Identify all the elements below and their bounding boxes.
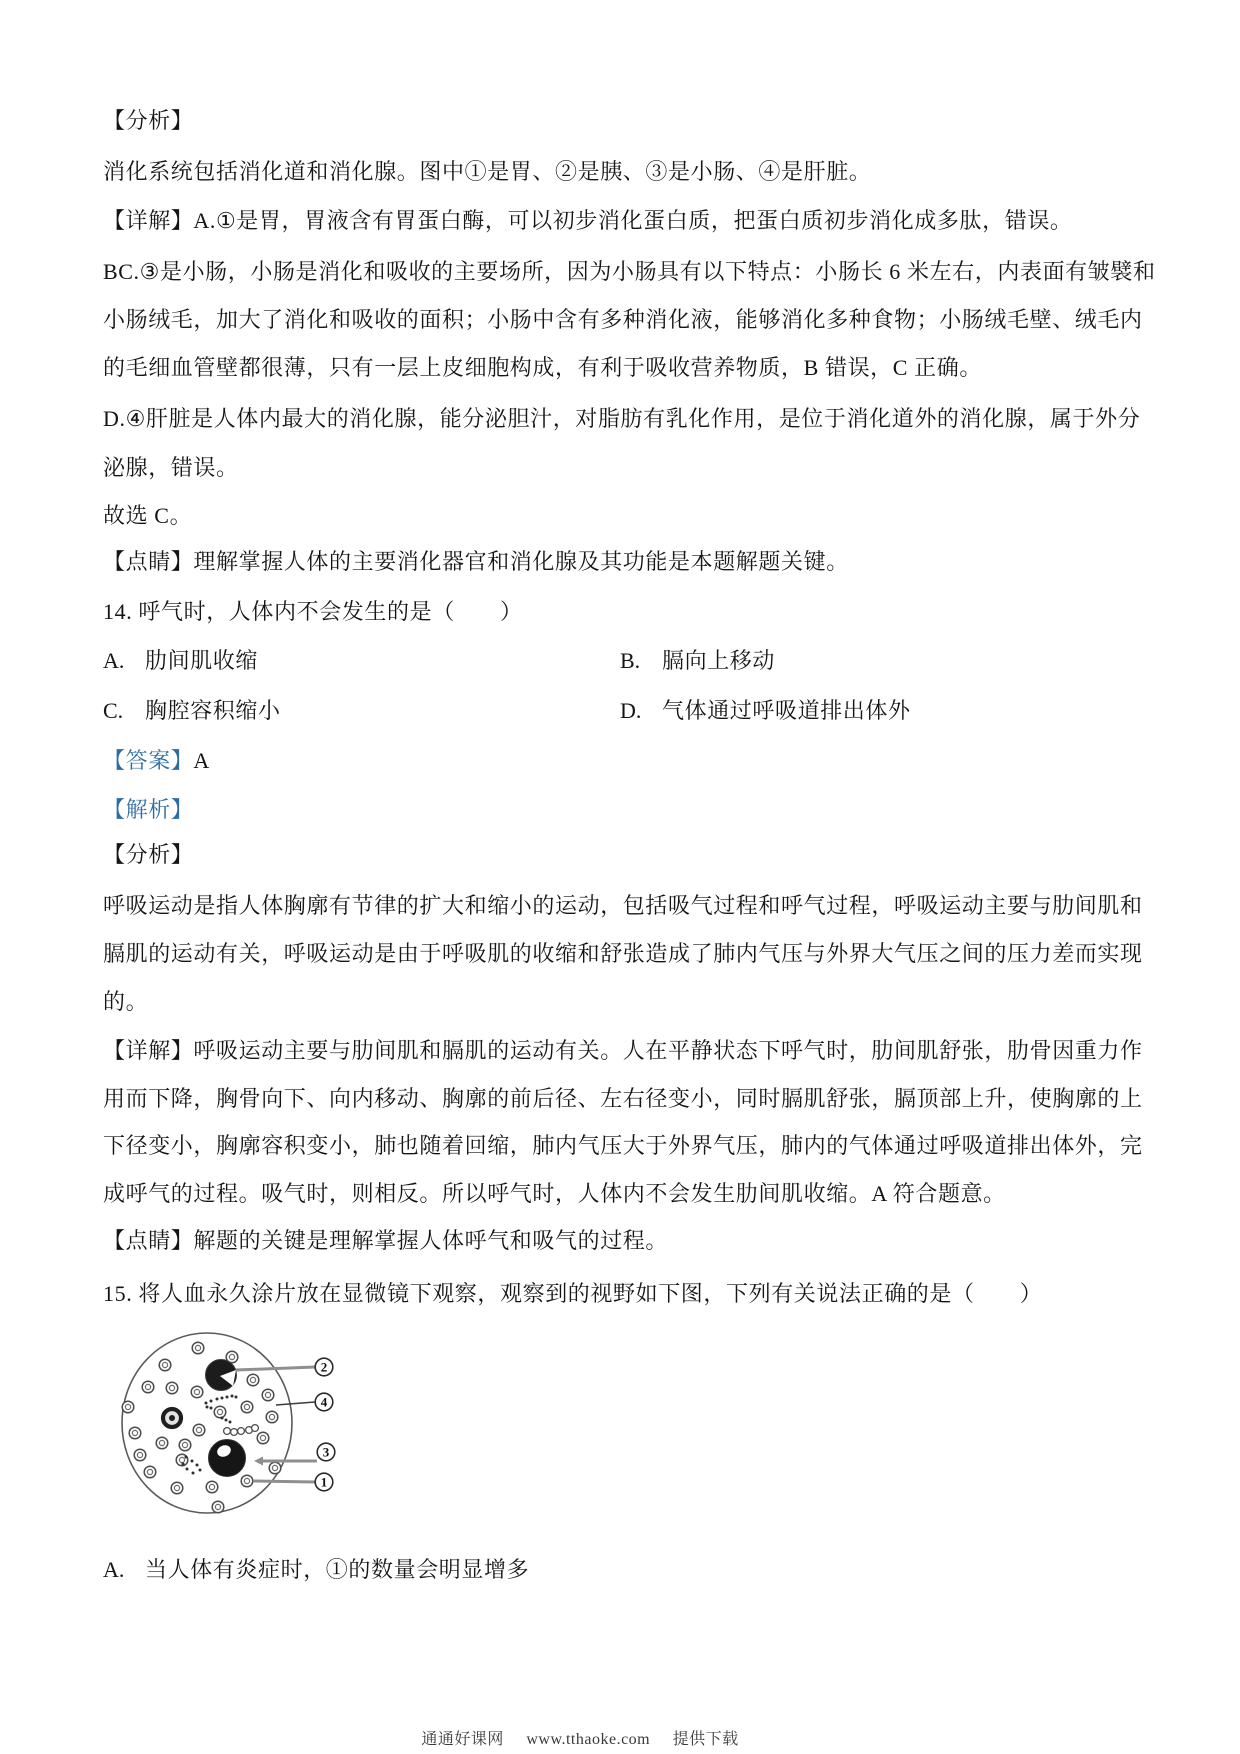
thick-ring-cell	[163, 1409, 181, 1427]
q14-option-c-text: 胸腔容积缩小	[145, 698, 281, 723]
pointer-4-leader	[276, 1402, 315, 1405]
blood-smear-svg	[100, 1325, 350, 1525]
svg-text:1: 1	[320, 1474, 328, 1490]
q13-detail-line: D.④肝脏是人体内最大的消化腺，能分泌胆汁，对脂肪有乳化作用，是位于消化道外的消化腺，属于外分	[103, 406, 1141, 431]
q13-analysis-label: 【分析】	[103, 108, 194, 133]
q14-detail-line: 用而下降，胸骨向下、向内移动、胸廓的前后径、左右径变小，同时膈肌舒张，膈顶部上升，使胸廓的上	[103, 1086, 1143, 1111]
q14-analysis-header: 【解析】	[103, 797, 194, 822]
q13-detail-line: 【详解】A.①是胃，胃液含有胃蛋白酶，可以初步消化蛋白质，把蛋白质初步消化成多肽，错误。	[103, 208, 1073, 233]
svg-text:2: 2	[320, 1359, 328, 1375]
pointer-1-leader	[253, 1481, 315, 1482]
pointer-2-leader	[236, 1367, 315, 1370]
q13-detail-line: BC.③是小肠，小肠是消化和吸收的主要场所，因为小肠具有以下特点：小肠长 6 米左右，内表面有皱襞和	[103, 259, 1156, 284]
q14-detail-line: 成呼气的过程。吸气时，则相反。所以呼气时，人体内不会发生肋间肌收缩。A 符合题意。	[103, 1181, 1006, 1206]
q13-conclusion: 故选 C。	[103, 503, 193, 528]
q14-option-c	[103, 698, 281, 724]
q14-option-d-label: D.	[620, 698, 642, 723]
q14-answer-label: 【答案】	[103, 748, 194, 773]
q14-option-c-label: C.	[103, 698, 124, 723]
q14-analysis-line: 膈肌的运动有关，呼吸运动是由于呼吸肌的收缩和舒张造成了肺内气压与外界大气压之间的压力差而实现	[103, 941, 1143, 966]
q13-point-line: 【点睛】理解掌握人体的主要消化器官和消化腺及其功能是本题解题关键。	[103, 549, 849, 574]
q14-option-a-text: 肋间肌收缩	[145, 648, 259, 673]
white-blood-cell-top	[206, 1360, 237, 1391]
figure-label-2	[315, 1358, 333, 1376]
q14-option-d	[620, 698, 911, 724]
blood-smear-figure	[100, 1325, 350, 1525]
q13-analysis-text: 消化系统包括消化道和消化腺。图中①是胃、②是胰、③是小肠、④是肝脏。	[103, 159, 872, 184]
q14-answer-value: A	[193, 748, 210, 773]
q14-analysis-line: 的。	[103, 989, 149, 1014]
q14-detail-line: 下径变小，胸廓容积变小，肺也随着回缩，肺内气压大于外界气压，肺内的气体通过呼吸道排出体外，完	[103, 1133, 1143, 1158]
q14-option-b-text: 膈向上移动	[662, 648, 776, 673]
q14-option-b-label: B.	[620, 648, 641, 673]
q13-detail-line: 小肠绒毛，加大了消化和吸收的面积；小肠中含有多种消化液，能够消化多种食物；小肠绒毛壁、绒毛内	[103, 307, 1143, 332]
q13-detail-line: 的毛细血管壁都很薄，只有一层上皮细胞构成，有利于吸收营养物质，B 错误，C 正确。	[103, 355, 982, 380]
q14-option-a	[103, 648, 258, 674]
q15-question: 15. 将人血永久涂片放在显微镜下观察，观察到的视野如下图，下列有关说法正确的是（ ）	[103, 1281, 1043, 1306]
arrowhead-left	[254, 1457, 263, 1466]
q14-answer-line	[103, 748, 210, 774]
figure-label-4	[315, 1393, 333, 1411]
svg-text:4: 4	[320, 1394, 328, 1410]
q14-detail-line: 【详解】呼吸运动主要与肋间肌和膈肌的运动有关。人在平静状态下呼气时，肋间肌舒张，肋骨因重力作	[103, 1038, 1143, 1063]
footer	[0, 1726, 1200, 1749]
q14-analysis-label: 【分析】	[103, 842, 194, 867]
q14-question: 14. 呼气时，人体内不会发生的是（ ）	[103, 599, 523, 624]
footer-suffix: 提供下载	[672, 1731, 739, 1748]
q14-analysis-line: 呼吸运动是指人体胸廓有节律的扩大和缩小的运动，包括吸气过程和呼气过程，呼吸运动主要与肋间肌和	[103, 893, 1143, 918]
footer-url: www.tthaoke.com	[526, 1731, 651, 1748]
cell-chain	[224, 1425, 259, 1436]
svg-text:3: 3	[322, 1444, 330, 1460]
q15-option-a	[103, 1557, 529, 1583]
q14-option-b	[620, 648, 775, 674]
figure-label-1	[315, 1473, 333, 1491]
q14-option-a-label: A.	[103, 648, 125, 673]
q15-option-a-label: A.	[103, 1557, 125, 1582]
footer-site-name: 通通好课网	[421, 1731, 504, 1748]
q14-option-d-text: 气体通过呼吸道排出体外	[662, 698, 911, 723]
q15-option-a-text: 当人体有炎症时，①的数量会明显增多	[145, 1557, 530, 1582]
figure-label-3	[317, 1443, 335, 1461]
q14-point-line: 【点睛】解题的关键是理解掌握人体呼气和吸气的过程。	[103, 1228, 669, 1253]
q13-detail-line: 泌腺，错误。	[103, 455, 239, 480]
white-blood-cell-bottom	[209, 1440, 246, 1477]
